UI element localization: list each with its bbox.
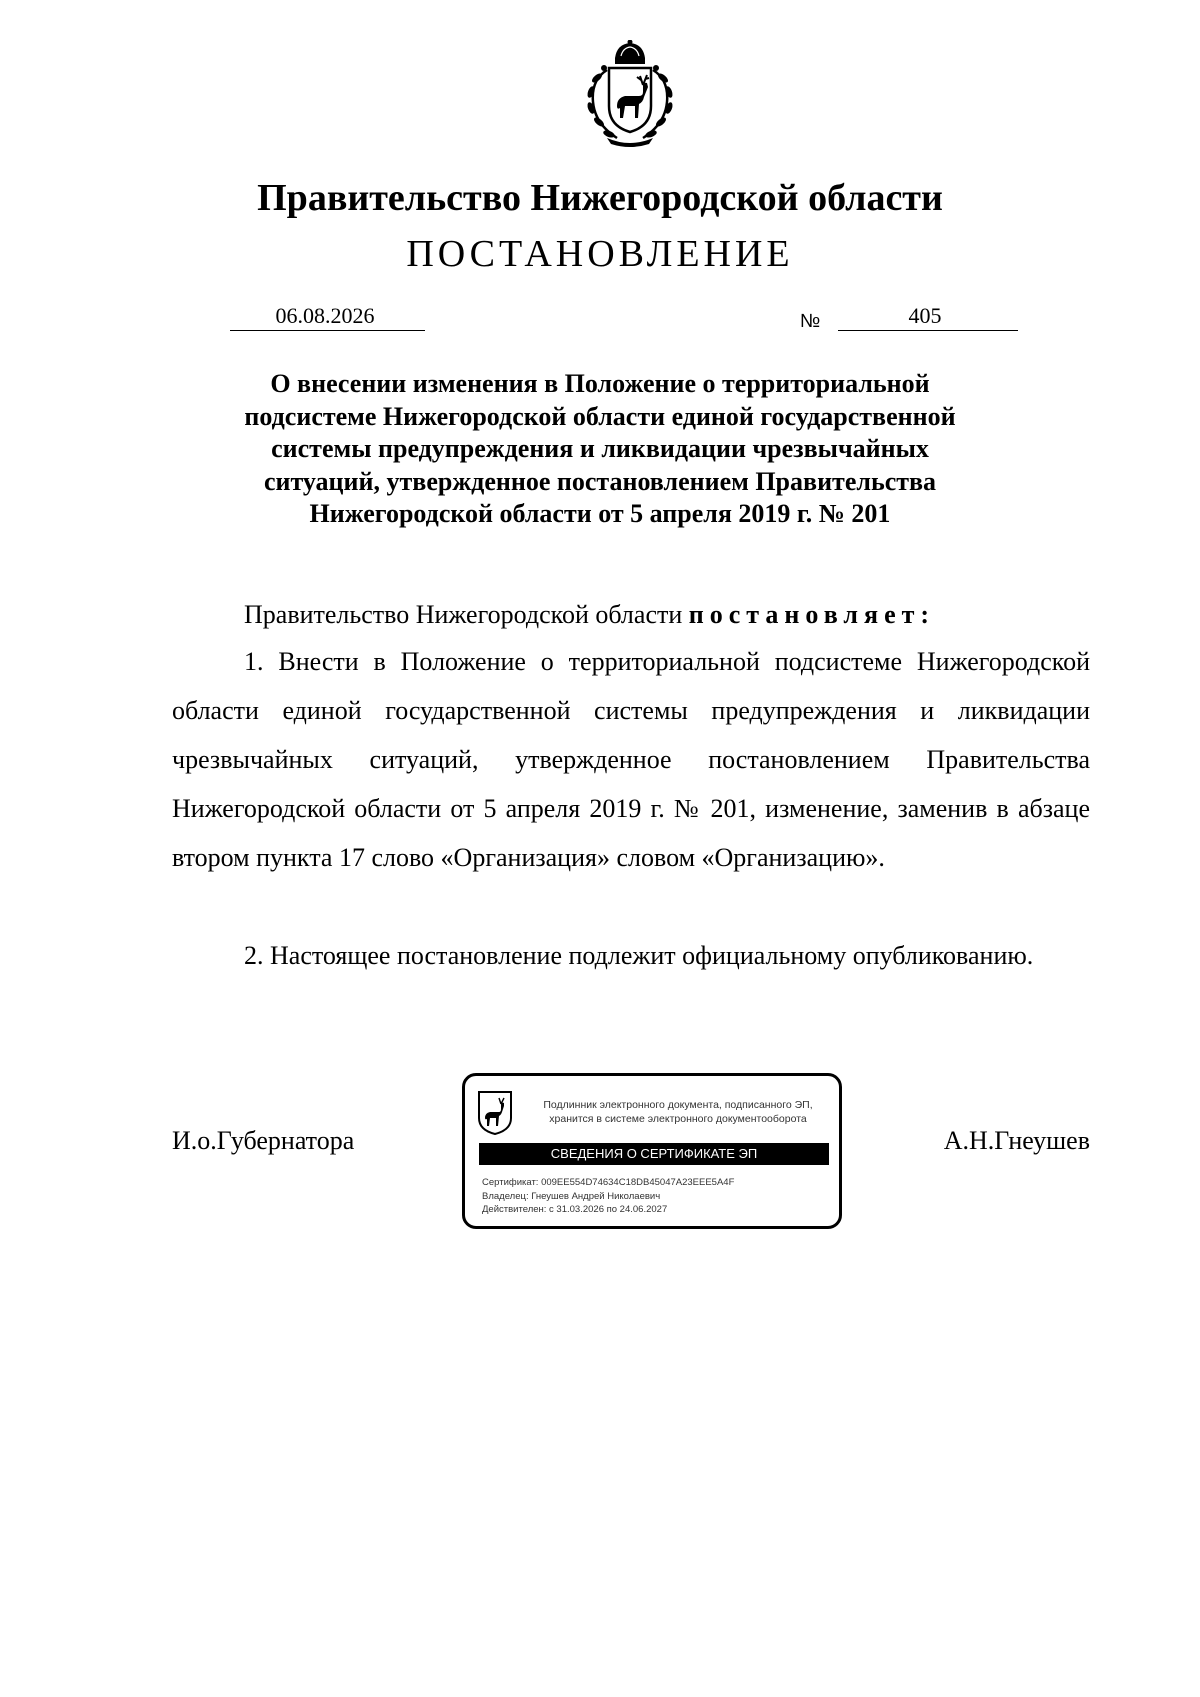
certificate-id: Сертификат: 009EE554D74634C18DB45047A23EEE5A4F xyxy=(482,1177,735,1188)
document-type: ПОСТАНОВЛЕНИЕ xyxy=(406,233,794,275)
stamp-note-line: Подлинник электронного документа, подписанного ЭП, xyxy=(543,1099,813,1111)
decree-lead-text: Правительство Нижегородской области xyxy=(244,600,689,629)
document-number: 405 xyxy=(908,303,942,328)
stamp-note xyxy=(523,1098,833,1126)
document-date: 06.08.2026 xyxy=(275,303,375,328)
signatory-name: А.Н.Гнеушев xyxy=(943,1126,1090,1155)
paragraph-1: 1. Внести в Положение о территориальной подсистеме Нижегородской области единой государственной системы предупреждения и ликвидации чрезвычайных ситуаций, утвержденное постановлением Правительства Нижегородской области от 5 апреля 2019 г. № 201, изменение, заменив в абзаце втором пункта 17 слово «Организация» словом «Организацию». xyxy=(172,647,1090,872)
subject-line: системы предупреждения и ликвидации чрезвычайных xyxy=(271,434,929,463)
decree-keyword: постановляет: xyxy=(688,600,936,629)
stamp-note-line: хранится в системе электронного документооборота xyxy=(549,1113,807,1125)
subject-line: ситуаций, утвержденное постановлением Правительства xyxy=(263,466,937,496)
paragraph-2: 2. Настоящее постановление подлежит официальному опубликованию. xyxy=(244,941,1034,970)
document-subject xyxy=(200,368,1000,531)
subject-line: О внесении изменения в Положение о территориальной xyxy=(270,369,930,398)
decree-lead xyxy=(244,590,935,639)
number-underline xyxy=(838,330,1018,331)
subject-line: подсистеме Нижегородской области единой государственной xyxy=(244,401,956,431)
number-sign: № xyxy=(800,311,821,332)
stamp-certificate-details xyxy=(482,1176,734,1217)
deer-emblem-icon xyxy=(477,1090,513,1136)
signatory-role: И.о.Губернатора xyxy=(172,1126,355,1155)
government-title: Правительство Нижегородской области xyxy=(257,177,943,219)
date-underline xyxy=(230,330,425,331)
subject-line: Нижегородской области от 5 апреля 2019 г. № 201 xyxy=(309,499,891,528)
electronic-signature-stamp xyxy=(462,1073,842,1229)
coat-of-arms-icon xyxy=(577,40,683,148)
certificate-owner: Владелец: Гнеушев Андрей Николаевич xyxy=(482,1190,661,1202)
stamp-certificate-header: СВЕДЕНИЯ О СЕРТИФИКАТЕ ЭП xyxy=(479,1143,829,1165)
certificate-validity: Действителен: с 31.03.2026 по 24.06.2027 xyxy=(482,1204,668,1215)
